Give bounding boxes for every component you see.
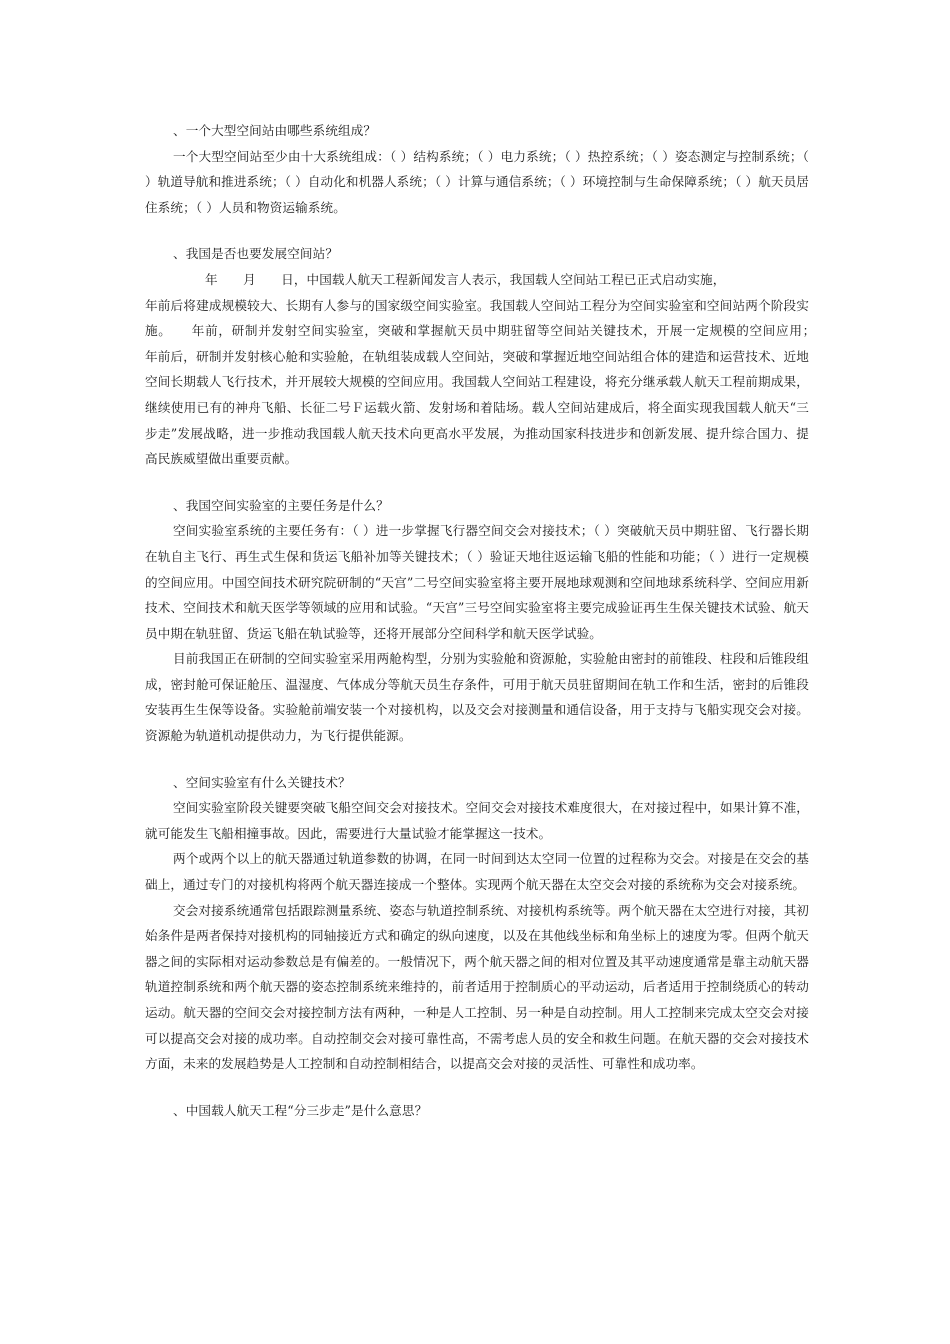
section-lab-key-technologies (145, 770, 809, 1077)
paragraph: 年前后将建成规模较大、长期有人参与的国家级空间实验室。我国载人空间站工程分为空间实验室和空间站两个阶段实施。 年前，研制并发射空间实验室，突破和掌握航天员中期驻留等空间站关键技术，开展一定规模的空间应用； 年前后，研制并发射核心舱和实验舱，在轨组装成载人空间站，突破和掌握近地空间站组合体的建造和运营技术、近地空间长期载人飞行技术，并开展较大规模的空间应用。我国载人空间站工程建设，将充分继承载人航天工程前期成果，继续使用已有的神舟飞船、长征二号Ｆ运载火箭、发射场和着陆场。载人空间站建成后，将全面实现我国载人航天“三步走”发展战略，进一步推动我国载人航天技术向更高水平发展，为推动国家科技进步和创新发展、提升综合国力、提高民族威望做出重要贡献。 (145, 297, 835, 467)
paragraph: 目前我国正在研制的空间实验室采用两舱构型，分别为实验舱和资源舱，实验舱由密封的前锥段、柱段和后锥段组成，密封舱可保证舱压、温湿度、气体成分等航天员生存条件，可用于航天员驻留期间在轨工作和生活，密封的后锥段安装再生生保等设备。实验舱前端安装一个对接机构，以及交会对接测量和通信设备，用于支持与飞船实现交会对接。资源舱为轨道机动提供动力，为飞行提供能源。 (145, 651, 809, 744)
paragraph: 两个或两个以上的航天器通过轨道参数的协调，在同一时间到达太空同一位置的过程称为交会。对接是在交会的基础上，通过专门的对接机构将两个航天器连接成一个整体。实现两个航天器在太空交会对接的系统称为交会对接系统。 (145, 851, 809, 893)
paragraph: 一个大型空间站至少由十大系统组成：（ ）结构系统；（ ）电力系统；（ ）热控系统；（ ）姿态测定与控制系统；（ ）轨道导航和推进系统；（ ）自动化和机器人系统；（ ）计算与通信系统；（ ）环境控制与生命保障系统；（ ）航天员居住系统；（ ）人员和物资运输系统。 (145, 148, 809, 215)
section-heading: 、空间实验室有什么关键技术？ (173, 774, 351, 790)
paragraph: 空间实验室系统的主要任务有：（ ）进一步掌握飞行器空间交会对接技术；（ ）突破航天员中期驻留、飞行器长期在轨自主飞行、再生式生保和货运飞船补加等关键技术；（ ）验证天地往返运输飞船的性能和功能；（ ）进行一定规模的空间应用。中国空间技术研究院研制的“天宫”二号空间实验室将主要开展地球观测和空间地球系统科学、空间应用新技术、空间技术和航天医学等领域的应用和试验。“天宫”三号空间实验室将主要完成验证再生生保关键技术试验、航天员中期在轨驻留、货运飞船在轨试验等，还将开展部分空间科学和航天医学试验。 (145, 523, 809, 641)
paragraph: 空间实验室阶段关键要突破飞船空间交会对接技术。空间交会对接技术难度很大，在对接过程中，如果计算不准，就可能发生飞船相撞事故。因此，需要进行大量试验才能掌握这一技术。 (145, 800, 809, 841)
document-page (145, 118, 835, 1123)
section-heading: 、我国是否也要发展空间站？ (173, 246, 339, 262)
paragraph: 交会对接系统通常包括跟踪测量系统、姿态与轨道控制系统、对接机构系统等。两个航天器在太空进行对接，其初始条件是两者保持对接机构的同轴接近方式和确定的纵向速度，以及在其他线坐标和角坐标上的速度为零。但两个航天器之间的实际相对运动参数总是有偏差的。一般情况下，两个航天器之间的相对位置及其平动速度通常是靠主动航天器轨道控制系统和两个航天器的姿态控制系统来维持的，前者适用于控制质心的平动运动，后者适用于控制绕质心的转动运动。航天器的空间交会对接控制方法有两种，一种是人工控制、另一种是自动控制。用人工控制来完成太空交会对接可以提高交会对接的成功率。自动控制交会对接可靠性高，不需考虑人员的安全和救生问题。在航天器的交会对接技术方面，未来的发展趋势是人工控制和自动控制相结合，以提高交会对接的灵活性、可靠性和成功率。 (145, 902, 809, 1072)
section-china-space-station (145, 241, 835, 471)
section-heading: 、一个大型空间站由哪些系统组成？ (173, 123, 377, 138)
section-space-station-systems (145, 118, 809, 220)
section-three-steps (145, 1098, 809, 1124)
paragraph: 年 月 日，中国载人航天工程新闻发言人表示，我国载人空间站工程已正式启动实施， (205, 271, 726, 287)
section-lab-main-tasks (145, 493, 809, 749)
section-heading: 、我国空间实验室的主要任务是什么？ (173, 497, 389, 513)
section-heading: 、中国载人航天工程“分三步走”是什么意思？ (173, 1102, 428, 1118)
